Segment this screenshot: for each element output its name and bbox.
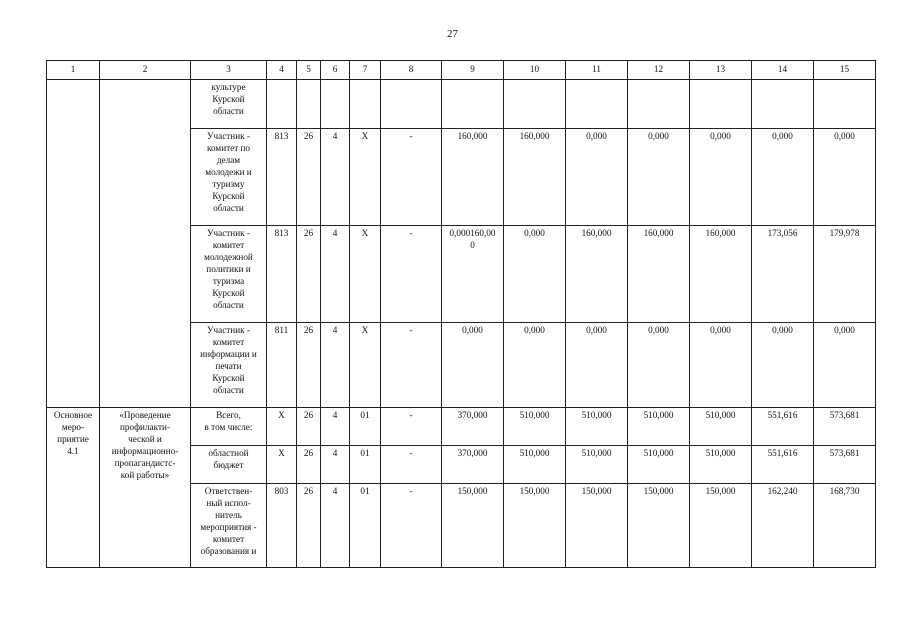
value-cell (690, 80, 752, 129)
value-cell: 573,681 (814, 446, 876, 484)
value-cell: Х (350, 323, 381, 408)
value-cell: 0,000 (504, 323, 566, 408)
value-cell: 26 (297, 129, 321, 226)
value-cell: 811 (267, 323, 297, 408)
participant-cell: Ответствен- ный испол- нитель мероприятия - комитет образования и (191, 484, 267, 568)
value-cell: 0,000 (504, 226, 566, 323)
value-cell: 160,000 (690, 226, 752, 323)
value-cell: 150,000 (628, 484, 690, 568)
column-header: 2 (100, 61, 191, 80)
value-cell: 4 (321, 484, 350, 568)
value-cell: 160,000 (566, 226, 628, 323)
value-cell: 370,000 (442, 446, 504, 484)
table-row (47, 80, 876, 129)
column-header: 12 (628, 61, 690, 80)
value-cell: 160,000 (442, 129, 504, 226)
cell-col2-empty (100, 80, 191, 408)
value-cell: 150,000 (690, 484, 752, 568)
measure-number-cell: Основное меро- приятие 4.1 (47, 408, 100, 568)
column-header: 3 (191, 61, 267, 80)
value-cell: 0,000 (752, 323, 814, 408)
value-cell: - (381, 446, 442, 484)
value-cell: 150,000 (566, 484, 628, 568)
column-header: 8 (381, 61, 442, 80)
column-header: 10 (504, 61, 566, 80)
value-cell: - (381, 129, 442, 226)
value-cell: 551,616 (752, 446, 814, 484)
value-cell: Х (267, 408, 297, 446)
value-cell (442, 80, 504, 129)
value-cell: 510,000 (690, 408, 752, 446)
value-cell: 0,000 (628, 323, 690, 408)
value-cell: 0,000 (690, 129, 752, 226)
value-cell: 150,000 (504, 484, 566, 568)
cell-col1-empty (47, 80, 100, 408)
value-cell: 0,000 (566, 129, 628, 226)
value-cell: Х (267, 446, 297, 484)
value-cell (504, 80, 566, 129)
value-cell: 150,000 (442, 484, 504, 568)
value-cell: 4 (321, 323, 350, 408)
column-header: 15 (814, 61, 876, 80)
value-cell: 510,000 (628, 446, 690, 484)
value-cell (267, 80, 297, 129)
participant-cell: Участник - комитет молодежной политики и туризма Курской области (191, 226, 267, 323)
value-cell: 4 (321, 446, 350, 484)
value-cell: 26 (297, 408, 321, 446)
value-cell: 01 (350, 484, 381, 568)
value-cell: 0,000 (814, 323, 876, 408)
page-number: 27 (447, 28, 458, 40)
value-cell: 26 (297, 446, 321, 484)
value-cell: 510,000 (566, 408, 628, 446)
value-cell: 01 (350, 446, 381, 484)
value-cell: 510,000 (566, 446, 628, 484)
value-cell: 0,000 (566, 323, 628, 408)
value-cell (566, 80, 628, 129)
value-cell (628, 80, 690, 129)
value-cell: 803 (267, 484, 297, 568)
column-header: 6 (321, 61, 350, 80)
column-header: 11 (566, 61, 628, 80)
value-cell: 4 (321, 226, 350, 323)
value-cell (814, 80, 876, 129)
column-header: 1 (47, 61, 100, 80)
participant-cell: Всего, в том числе: (191, 408, 267, 446)
value-cell: 179,978 (814, 226, 876, 323)
value-cell: 510,000 (628, 408, 690, 446)
value-cell: 26 (297, 484, 321, 568)
budget-table (46, 60, 876, 568)
column-header: 9 (442, 61, 504, 80)
value-cell: 813 (267, 129, 297, 226)
value-cell: 0,000160,00 0 (442, 226, 504, 323)
value-cell: 0,000 (814, 129, 876, 226)
participant-cell: Участник - комитет по делам молодежи и туризму Курской области (191, 129, 267, 226)
value-cell: 510,000 (504, 446, 566, 484)
measure-title-cell: «Проведение профилакти- ческой и информационно- пропагандистс- кой работы» (100, 408, 191, 568)
value-cell (297, 80, 321, 129)
column-header: 5 (297, 61, 321, 80)
column-header: 7 (350, 61, 381, 80)
column-number-row (47, 61, 876, 80)
value-cell: 551,616 (752, 408, 814, 446)
value-cell: 0,000 (628, 129, 690, 226)
column-header: 14 (752, 61, 814, 80)
column-header: 13 (690, 61, 752, 80)
value-cell: 0,000 (690, 323, 752, 408)
value-cell: - (381, 226, 442, 323)
value-cell: 168,730 (814, 484, 876, 568)
value-cell: - (381, 408, 442, 446)
value-cell: 162,240 (752, 484, 814, 568)
table-row (47, 408, 876, 446)
value-cell: 160,000 (628, 226, 690, 323)
value-cell: 26 (297, 323, 321, 408)
value-cell: 26 (297, 226, 321, 323)
value-cell (752, 80, 814, 129)
value-cell: Х (350, 226, 381, 323)
value-cell (321, 80, 350, 129)
participant-cell: Участник - комитет информации и печати Курской области (191, 323, 267, 408)
value-cell: 510,000 (690, 446, 752, 484)
value-cell: 0,000 (442, 323, 504, 408)
value-cell: - (381, 323, 442, 408)
value-cell: 813 (267, 226, 297, 323)
value-cell (350, 80, 381, 129)
value-cell (381, 80, 442, 129)
participant-cell: культуре Курской области (191, 80, 267, 129)
value-cell: 370,000 (442, 408, 504, 446)
value-cell: Х (350, 129, 381, 226)
value-cell: 01 (350, 408, 381, 446)
value-cell: 160,000 (504, 129, 566, 226)
value-cell: - (381, 484, 442, 568)
value-cell: 510,000 (504, 408, 566, 446)
participant-cell: областной бюджет (191, 446, 267, 484)
column-header: 4 (267, 61, 297, 80)
value-cell: 4 (321, 129, 350, 226)
value-cell: 573,681 (814, 408, 876, 446)
value-cell: 0,000 (752, 129, 814, 226)
value-cell: 4 (321, 408, 350, 446)
value-cell: 173,056 (752, 226, 814, 323)
